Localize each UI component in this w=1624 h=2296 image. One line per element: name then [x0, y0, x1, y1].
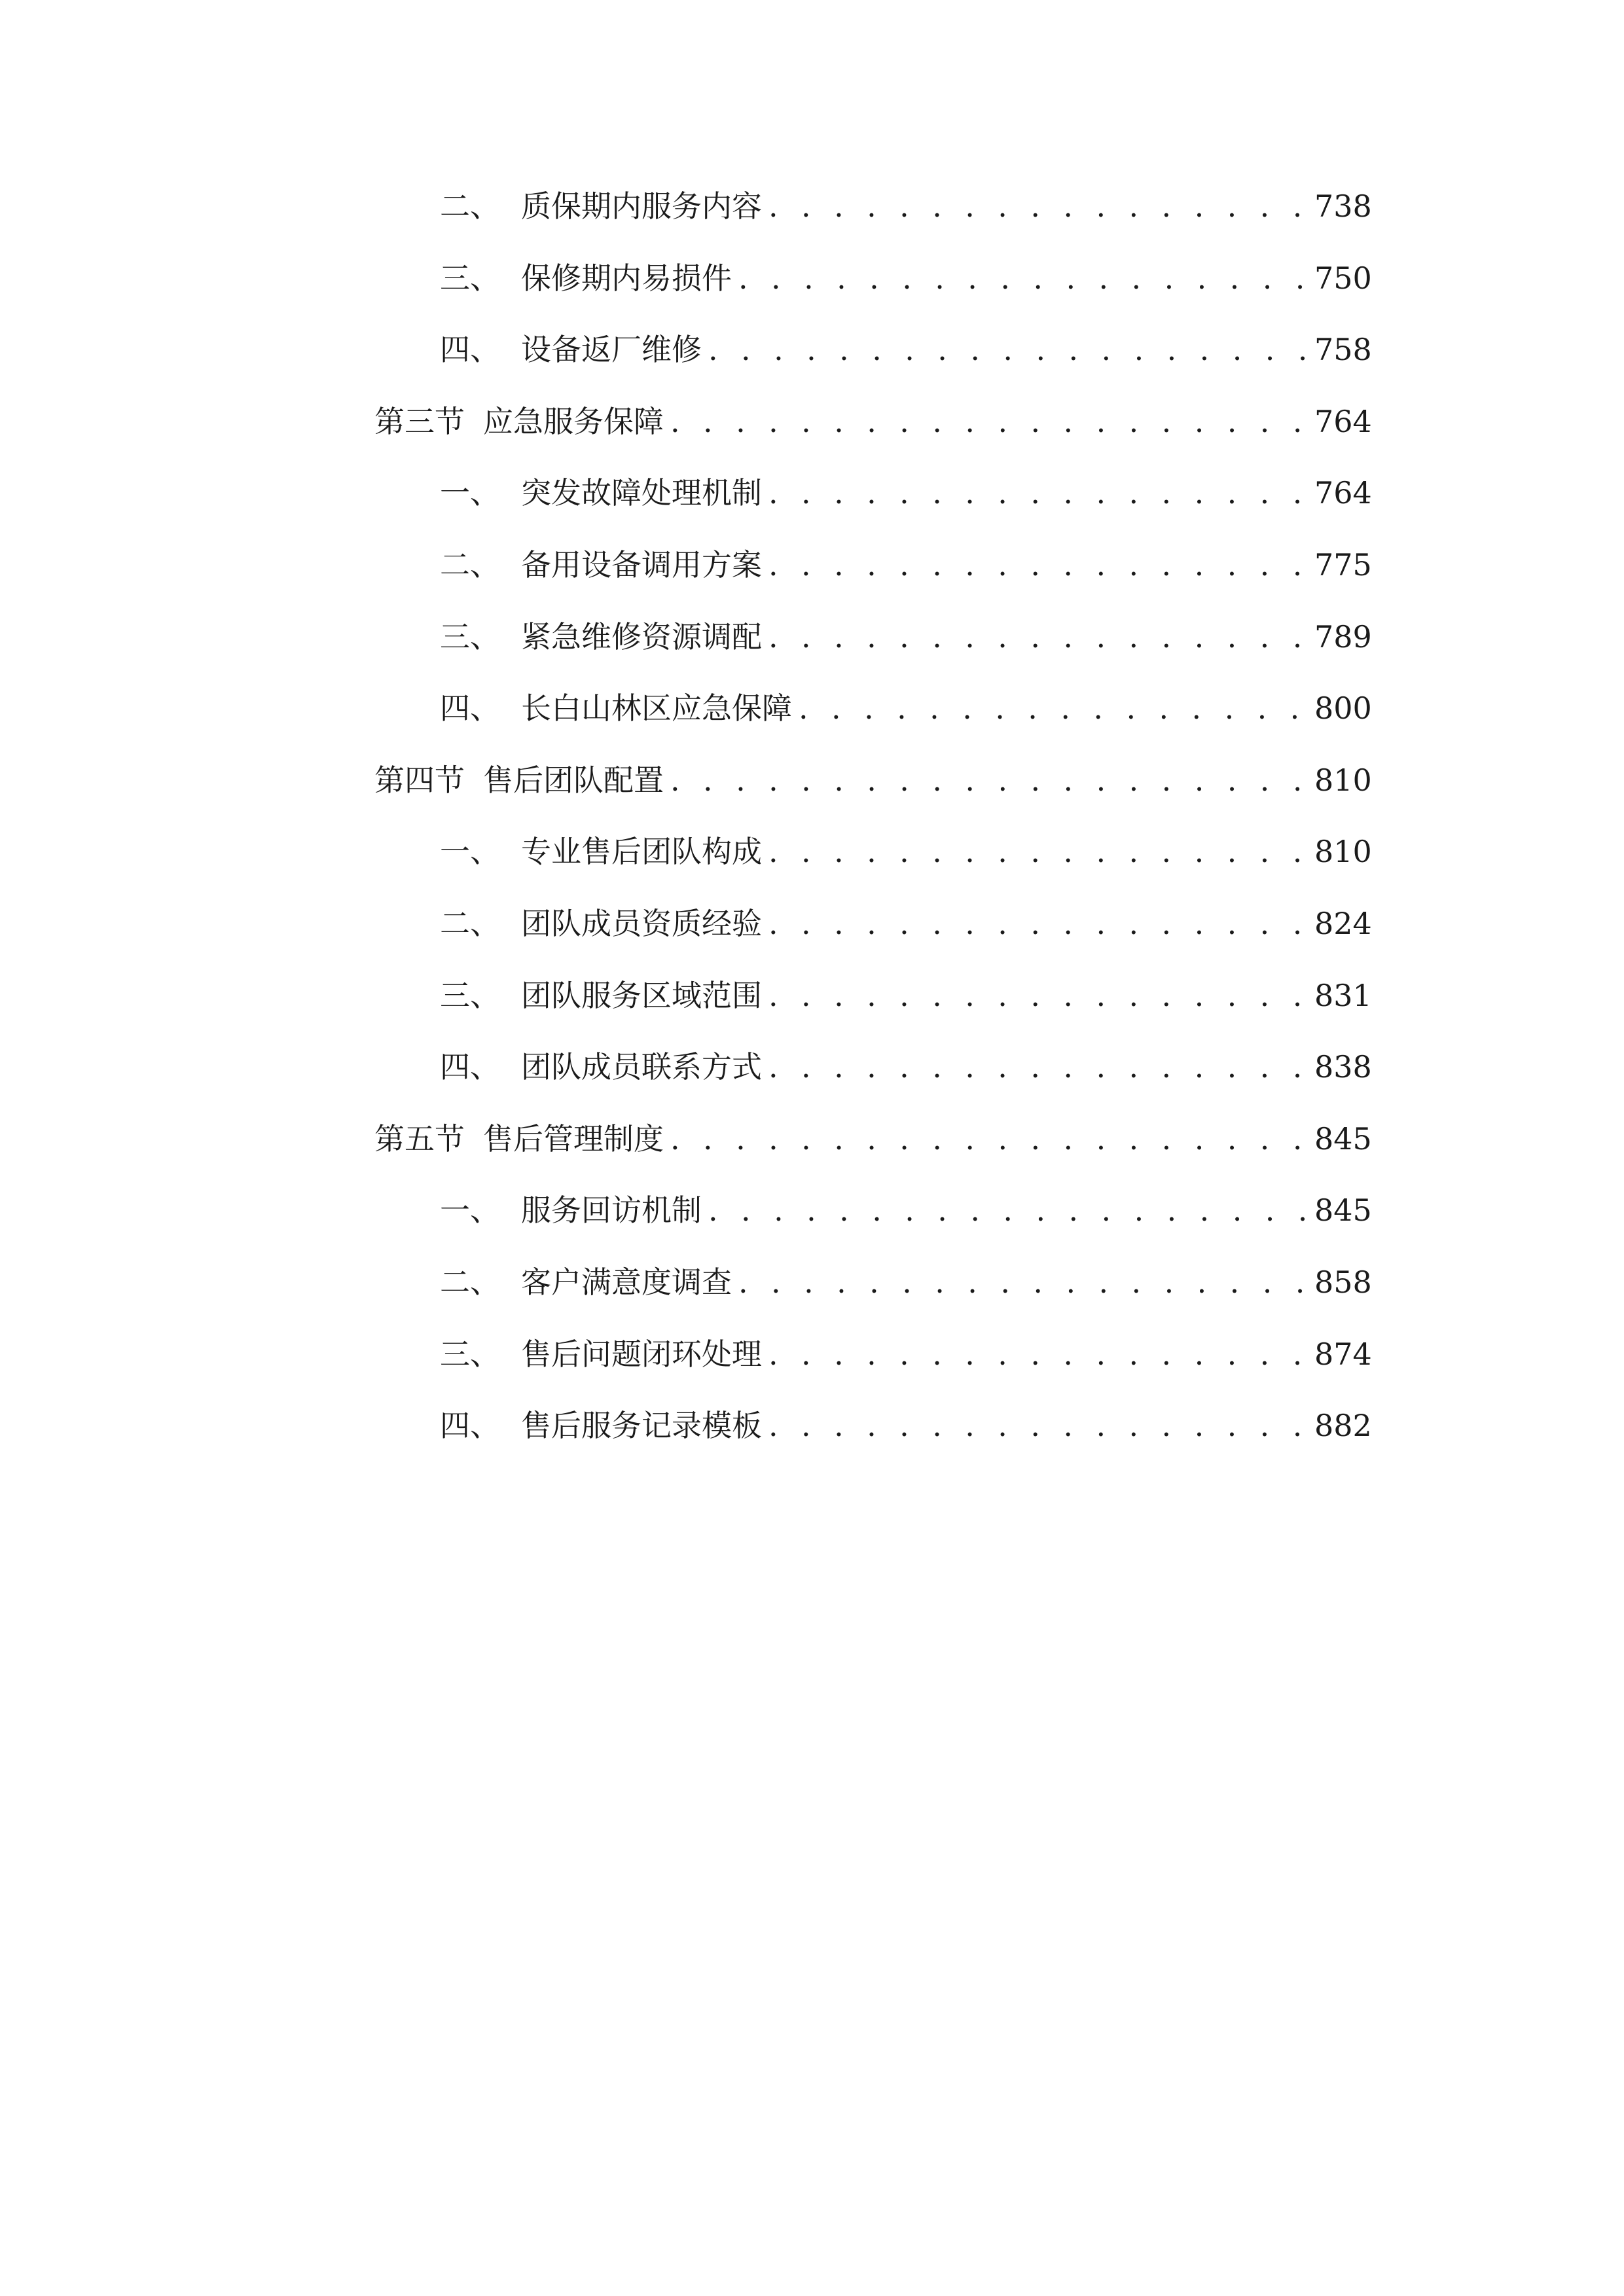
toc-section-entry[interactable] [374, 403, 1372, 478]
toc-entry-title: 保修期内易损件 [521, 260, 732, 296]
dot-leader [768, 980, 1308, 1011]
toc-entry-page: 882 [1314, 1408, 1372, 1444]
toc-entry-page: 845 [1314, 1193, 1372, 1229]
toc-entry-title: 售后问题闭环处理 [521, 1336, 762, 1372]
dot-leader [768, 908, 1308, 939]
dot-leader [768, 622, 1308, 652]
table-of-contents [374, 188, 1372, 1482]
dot-leader [738, 263, 1308, 293]
toc-entry-title: 团队服务区域范围 [521, 977, 762, 1013]
toc-entry[interactable] [374, 1195, 1371, 1267]
toc-entry-title: 突发故障处理机制 [521, 475, 762, 511]
dot-leader [670, 1124, 1308, 1154]
toc-entry-title: 紧急维修资源调配 [521, 619, 762, 655]
toc-entry-page: 764 [1314, 403, 1372, 439]
toc-section-number: 第五节 [374, 1121, 465, 1157]
toc-entry-number: 一、 [440, 475, 500, 511]
toc-section-entry[interactable] [374, 762, 1372, 837]
toc-entry-title: 质保期内服务内容 [521, 188, 762, 224]
toc-entry-title: 专业售后团队构成 [521, 834, 762, 870]
toc-entry-title: 团队成员资质经验 [521, 905, 762, 941]
toc-entry-title: 售后服务记录模板 [521, 1408, 762, 1444]
toc-entry-number: 三、 [440, 260, 500, 296]
toc-entry[interactable] [374, 188, 1372, 263]
toc-section-title: 售后管理制度 [483, 1121, 664, 1157]
toc-entry-title: 服务回访机制 [521, 1193, 702, 1229]
toc-section-number: 第四节 [374, 762, 465, 798]
dot-leader [670, 406, 1308, 437]
toc-entry-number: 二、 [440, 547, 500, 583]
toc-entry-page: 838 [1314, 1049, 1372, 1085]
dot-leader [708, 334, 1308, 365]
dot-leader [738, 1267, 1308, 1297]
toc-entry-number: 四、 [440, 332, 500, 368]
dot-leader [799, 693, 1308, 723]
toc-entry-page: 789 [1314, 619, 1372, 655]
toc-entry-title: 备用设备调用方案 [521, 547, 762, 583]
toc-section-number: 第三节 [374, 403, 465, 439]
toc-entry-title: 团队成员联系方式 [521, 1049, 762, 1085]
toc-entry-number: 三、 [440, 977, 500, 1013]
toc-entry-title: 长白山林区应急保障 [521, 691, 792, 726]
toc-entry-number: 四、 [440, 1408, 500, 1444]
toc-entry-number: 二、 [440, 1264, 500, 1300]
toc-entry[interactable] [374, 475, 1372, 550]
toc-entry-number: 一、 [440, 1193, 500, 1229]
dot-leader [708, 1195, 1308, 1225]
toc-entry-number: 三、 [440, 1336, 500, 1372]
toc-entry-page: 738 [1314, 188, 1372, 224]
toc-entry-number: 四、 [440, 691, 500, 726]
toc-entry-page: 810 [1314, 834, 1372, 870]
dot-leader [670, 765, 1308, 795]
toc-section-title: 售后团队配置 [483, 762, 664, 798]
toc-entry-page: 845 [1314, 1121, 1372, 1157]
toc-entry[interactable] [374, 1049, 1372, 1124]
toc-entry[interactable] [374, 693, 1371, 765]
toc-entry[interactable] [374, 1336, 1372, 1411]
toc-entry-page: 810 [1314, 762, 1372, 798]
toc-entry-number: 三、 [440, 619, 500, 655]
toc-entry-title: 设备返厂维修 [521, 332, 702, 368]
toc-entry-page: 758 [1314, 332, 1372, 368]
toc-entry[interactable] [374, 1410, 1371, 1482]
toc-entry-page: 800 [1314, 691, 1372, 726]
toc-entry-number: 四、 [440, 1049, 500, 1085]
toc-entry[interactable] [374, 905, 1372, 980]
dot-leader [768, 191, 1308, 221]
toc-entry-page: 824 [1314, 905, 1372, 941]
dot-leader [768, 478, 1308, 508]
dot-leader [768, 1052, 1308, 1082]
toc-entry[interactable] [374, 260, 1372, 335]
dot-leader [768, 1410, 1308, 1441]
toc-entry-page: 874 [1314, 1336, 1372, 1372]
toc-entry[interactable] [374, 836, 1371, 908]
dot-leader [768, 836, 1308, 867]
toc-entry-page: 775 [1314, 547, 1372, 583]
toc-entry[interactable] [374, 547, 1372, 622]
toc-entry-page: 764 [1314, 475, 1372, 511]
dot-leader [768, 1339, 1308, 1369]
toc-entry-number: 一、 [440, 834, 500, 870]
dot-leader [768, 550, 1308, 580]
toc-entry-page: 831 [1314, 977, 1372, 1013]
toc-entry-title: 客户满意度调查 [521, 1264, 732, 1300]
toc-entry-number: 二、 [440, 905, 500, 941]
toc-section-title: 应急服务保障 [483, 403, 664, 439]
toc-section-entry[interactable] [374, 1121, 1372, 1196]
toc-entry[interactable] [374, 334, 1371, 406]
toc-entry[interactable] [374, 977, 1372, 1052]
toc-entry[interactable] [374, 1264, 1372, 1339]
toc-entry-page: 858 [1314, 1264, 1372, 1300]
toc-entry[interactable] [374, 619, 1372, 694]
toc-entry-number: 二、 [440, 188, 500, 224]
toc-entry-page: 750 [1314, 260, 1372, 296]
